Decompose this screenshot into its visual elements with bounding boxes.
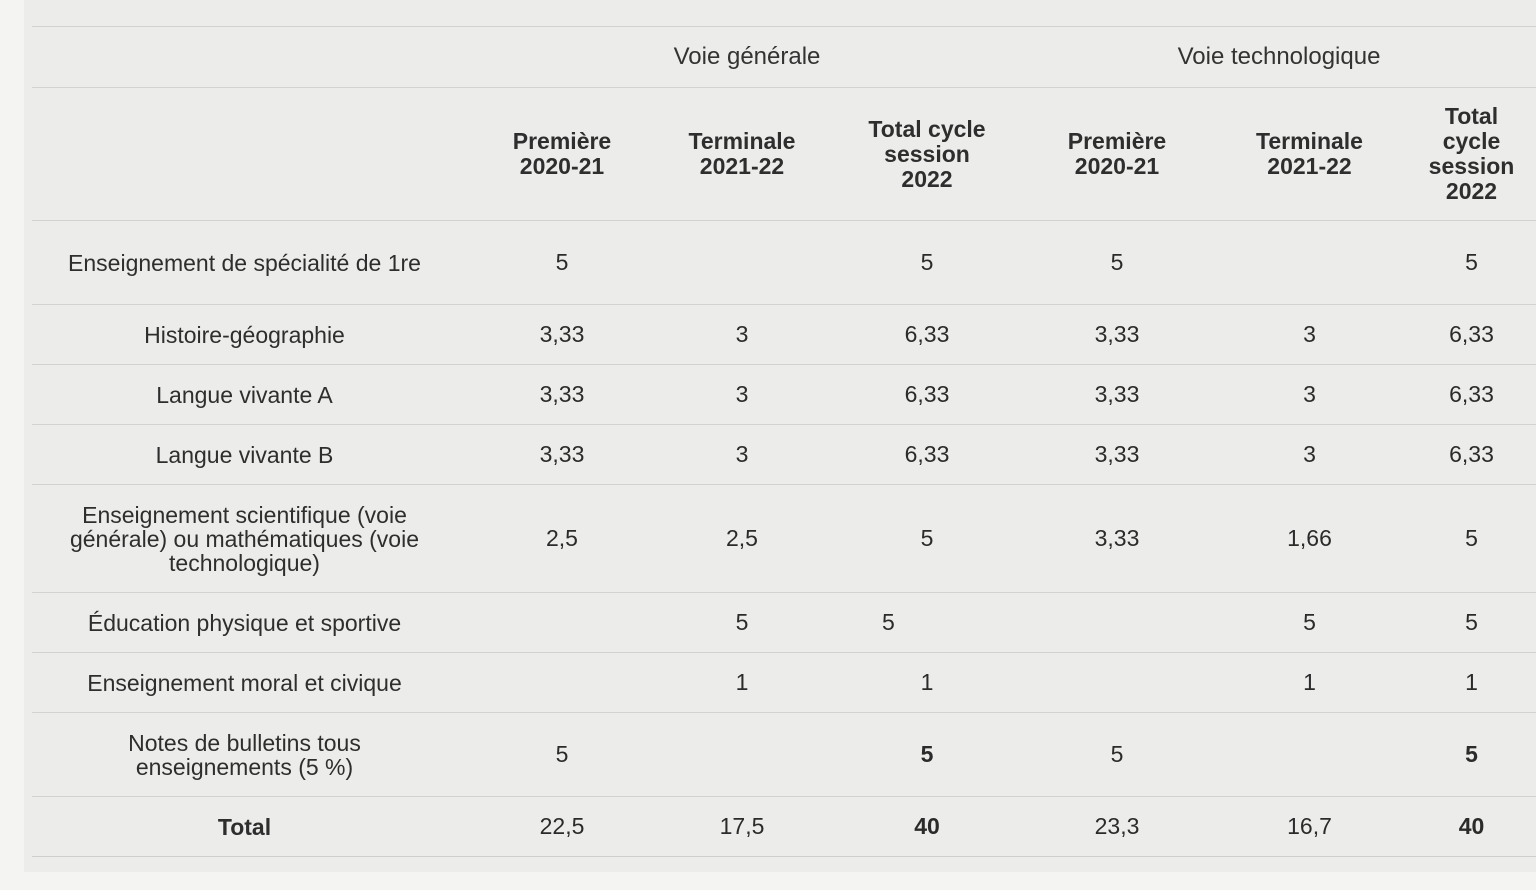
cell: 6,33 [1407, 305, 1536, 365]
cell: 3 [652, 425, 832, 485]
row-label: Histoire-géographie [32, 305, 472, 365]
subheader-row [32, 88, 1536, 221]
row-label: Enseignement de spécialité de 1re [32, 221, 472, 305]
col-total-techno: Total cycle session 2022 [1407, 88, 1536, 221]
cell: 5 [832, 713, 1022, 797]
cell: 17,5 [652, 797, 832, 857]
col-premiere-techno: Première 2020-21 [1022, 88, 1212, 221]
cell: 5 [832, 485, 1022, 593]
empty-corner-sub [32, 88, 472, 221]
table-row [32, 365, 1536, 425]
cell: 3 [652, 305, 832, 365]
cell [472, 593, 652, 653]
cell: 5 [832, 221, 1022, 305]
row-label: Langue vivante B [32, 425, 472, 485]
table-row [32, 305, 1536, 365]
cell: 5 [652, 593, 832, 653]
cell: 40 [1407, 797, 1536, 857]
document-sheet [24, 0, 1536, 872]
table-row [32, 713, 1536, 797]
col-total-generale: Total cycle session 2022 [832, 88, 1022, 221]
cell: 5 [1022, 713, 1212, 797]
table-row [32, 653, 1536, 713]
row-label: Notes de bulletins tous enseignements (5 %) [32, 713, 472, 797]
group-header-row [32, 27, 1536, 88]
total-row [32, 797, 1536, 857]
cell: 6,33 [832, 305, 1022, 365]
cell: 2,5 [472, 485, 652, 593]
row-label: Enseignement moral et civique [32, 653, 472, 713]
cell: 3 [652, 365, 832, 425]
cell [1022, 653, 1212, 713]
cell [652, 713, 832, 797]
cell: 5 [832, 593, 1022, 653]
cell: 6,33 [1407, 365, 1536, 425]
cell: 3,33 [1022, 485, 1212, 593]
cell: 3,33 [472, 365, 652, 425]
table-row [32, 485, 1536, 593]
cell: 5 [1407, 593, 1536, 653]
cell [472, 653, 652, 713]
cell: 3,33 [1022, 365, 1212, 425]
cell [1022, 593, 1212, 653]
cell: 1,66 [1212, 485, 1407, 593]
cell: 6,33 [832, 365, 1022, 425]
row-label: Enseignement scientifique (voie générale) ou mathématiques (voie technologique) [32, 485, 472, 593]
cell: 3 [1212, 305, 1407, 365]
col-terminale-generale: Terminale 2021-22 [652, 88, 832, 221]
cell [652, 221, 832, 305]
cell: 1 [1407, 653, 1536, 713]
cell: 5 [472, 221, 652, 305]
cell: 3,33 [472, 305, 652, 365]
cell: 3,33 [1022, 305, 1212, 365]
cell: 23,3 [1022, 797, 1212, 857]
col-terminale-techno: Terminale 2021-22 [1212, 88, 1407, 221]
cell: 1 [1212, 653, 1407, 713]
cell: 22,5 [472, 797, 652, 857]
cell: 5 [472, 713, 652, 797]
cell: 6,33 [832, 425, 1022, 485]
row-label: Éducation physique et sportive [32, 593, 472, 653]
cell: 40 [832, 797, 1022, 857]
cell: 3 [1212, 425, 1407, 485]
cell: 5 [1022, 221, 1212, 305]
row-label: Langue vivante A [32, 365, 472, 425]
cell: 1 [652, 653, 832, 713]
cell: 5 [1407, 485, 1536, 593]
table-row [32, 593, 1536, 653]
cell: 2,5 [652, 485, 832, 593]
cell: 5 [1212, 593, 1407, 653]
cell: 16,7 [1212, 797, 1407, 857]
cell: 6,33 [1407, 425, 1536, 485]
cell: 3 [1212, 365, 1407, 425]
row-label-total: Total [32, 797, 472, 857]
cell [1212, 221, 1407, 305]
coefficient-table [32, 26, 1536, 857]
cell: 1 [832, 653, 1022, 713]
table-row [32, 425, 1536, 485]
empty-corner [32, 27, 472, 88]
cell: 5 [1407, 221, 1536, 305]
group-voie-generale: Voie générale [472, 27, 1022, 88]
cell [1212, 713, 1407, 797]
table-row [32, 221, 1536, 305]
cell: 3,33 [472, 425, 652, 485]
group-voie-technologique: Voie technologique [1022, 27, 1536, 88]
cell: 3,33 [1022, 425, 1212, 485]
col-premiere-generale: Première 2020-21 [472, 88, 652, 221]
cell: 5 [1407, 713, 1536, 797]
